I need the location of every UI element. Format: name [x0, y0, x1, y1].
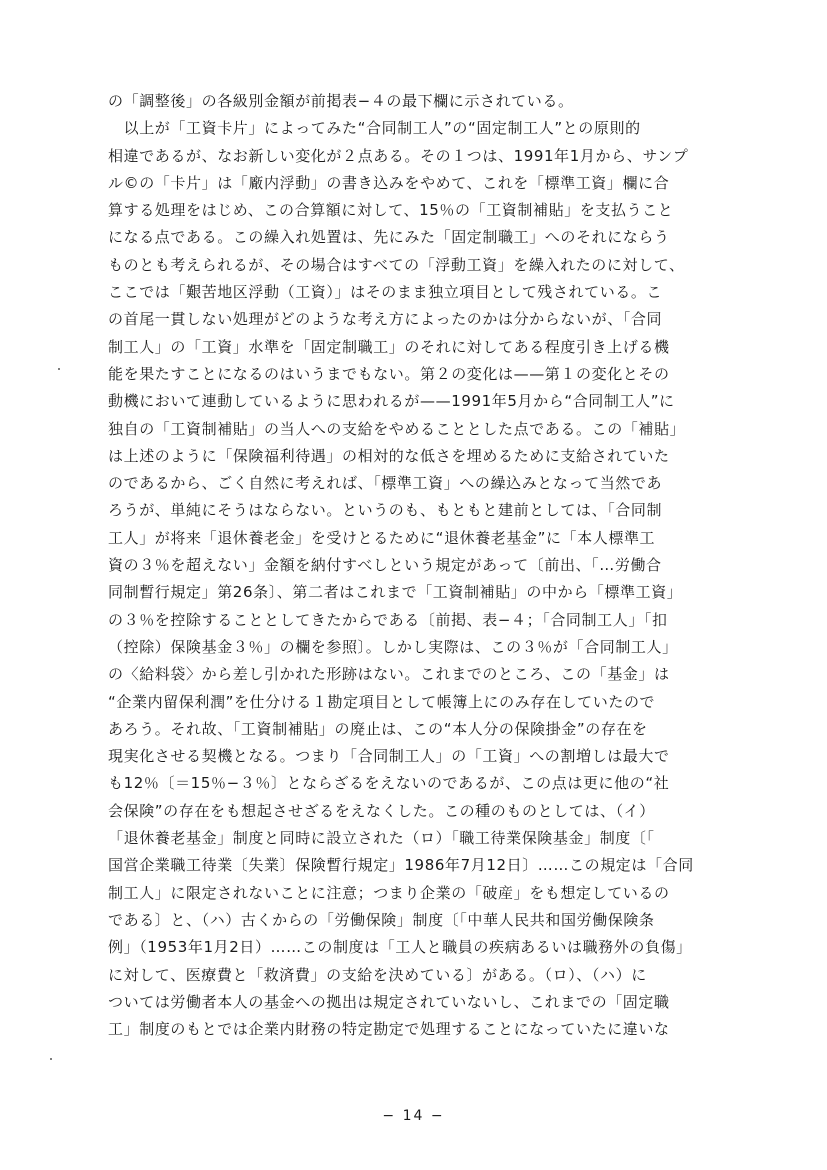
text-line: の〈給料袋〉から差し引かれた形跡はない。これまでのところ、この「基金」は	[108, 665, 670, 684]
text-line: 独自の「工資制補貼」の当人への支給をやめることとした点である。この「補貼」	[108, 419, 686, 438]
text-line: ル©の「卡片」は「廠内浮動」の書き込みをやめて、これを「標準工資」欄に合	[108, 173, 670, 192]
text-line: になる点である。この繰入れ処置は、先にみた「固定制職工」へのそれにならう	[108, 228, 670, 247]
text-line: （控除）保険基金３％」の欄を参照〕。しかし実際は、この３％が「合同制工人」	[108, 637, 678, 656]
text-line: 会保険”の存在をも想起させざるをえなくした。この種のものとしては、（イ）	[108, 801, 655, 820]
text-line: “企業内留保利潤”を仕分ける１勘定項目として帳簿上にのみ存在していたので	[108, 692, 656, 711]
text-line: ものとも考えられるが、その場合はすべての「浮動工資」を繰入れたのに対して、	[108, 255, 685, 274]
text-line: 工」制度のもとでは企業内財務の特定勘定で処理することになっていたに違いな	[108, 1020, 670, 1039]
text-line: 動機において連動しているように思われるが——1991年5月から“合同制工人”に	[108, 392, 675, 411]
text-line: ついては労働者本人の基金への拠出は規定されていないし、これまでの「固定職	[108, 992, 670, 1011]
text-line: 能を果たすことになるのはいうまでもない。第２の変化は——第１の変化とその	[108, 364, 670, 383]
text-line: も12％〔＝15％−３％〕とならざるをえないのであるが、この点は更に他の“社	[108, 774, 670, 793]
text-line: 「退休養老基金」制度と同時に設立された（ロ）「職工待業保険基金」制度〔「	[108, 829, 655, 848]
text-line: 工人」が将来「退休養老金」を受けとるために“退休養老基金”に「本人標準工	[108, 528, 656, 547]
text-line: に対して、医療費と「救済費」の支給を決めている〕がある。（ロ）、（ハ）に	[108, 965, 647, 984]
scan-speck	[50, 1058, 52, 1060]
text-line: 制工人」の「工資」水準を「固定制職工」のそれに対してある程度引き上げる機	[108, 337, 670, 356]
text-line: のであるから、ごく自然に考えれば、「標準工資」への繰込みとなって当然であ	[108, 474, 663, 493]
text-line: あろう。それ故、「工資制補貼」の廃止は、この“本人分の保険掛金”の存在を	[108, 719, 648, 738]
text-line: である〕と、（ハ）古くからの「労働保険」制度〔「中華人民共和国労働保険条	[108, 910, 655, 929]
text-line: 算する処理をはじめ、この合算額に対して、15％の「工資制補貼」を支払うこと	[108, 201, 674, 220]
text-line: 現実化させる契機となる。つまり「合同制工人」の「工資」への割増しは最大で	[108, 747, 670, 766]
page-number: − 14 −	[382, 1108, 445, 1124]
text-line: 資の３％を超えない」金額を納付すべしという規定があって〔前出、「…労働合	[108, 556, 662, 575]
text-line: 同制暫行規定」第26条〕、第二者はこれまで「工資制補貼」の中から「標準工資」	[108, 583, 683, 602]
text-line: の首尾一貫しない処理がどのような考え方によったのかは分からないが、「合同	[108, 310, 663, 329]
body-text	[108, 88, 758, 1043]
scan-speck	[58, 368, 60, 370]
text-line: 相違であるが、なお新しい変化が２点ある。その１つは、1991年1月から、サンプ	[108, 146, 689, 165]
text-line: 国営企業職工待業〔失業〕保険暫行規定」1986年7月12日〕……この規定は「合同	[108, 856, 694, 875]
text-line: は上述のように「保険福利待遇」の相対的な低さを埋めるために支給されていた	[108, 446, 670, 465]
text-line: 制工人」に限定されないことに注意；つまり企業の「破産」をも想定しているの	[108, 883, 670, 902]
text-line: ここでは「艱苦地区浮動（工資）」はそのまま独立項目として残されている。こ	[108, 283, 663, 302]
text-line: の３％を控除することとしてきたからである〔前掲、表−４；「合同制工人」「扣	[108, 610, 668, 629]
text-line: の「調整後」の各級別金額が前掲表−４の最下欄に示されている。	[108, 92, 574, 110]
text-line: 以上が「工資卡片」によってみた“合同制工人”の“固定制工人”との原則的	[108, 119, 641, 138]
text-line: 例」（1953年1月2日）……この制度は「工人と職員の疾病あるいは職務外の負傷」	[108, 938, 692, 957]
text-line: ろうが、単純にそうはならない。というのも、もともと建前としては、「合同制	[108, 501, 663, 520]
